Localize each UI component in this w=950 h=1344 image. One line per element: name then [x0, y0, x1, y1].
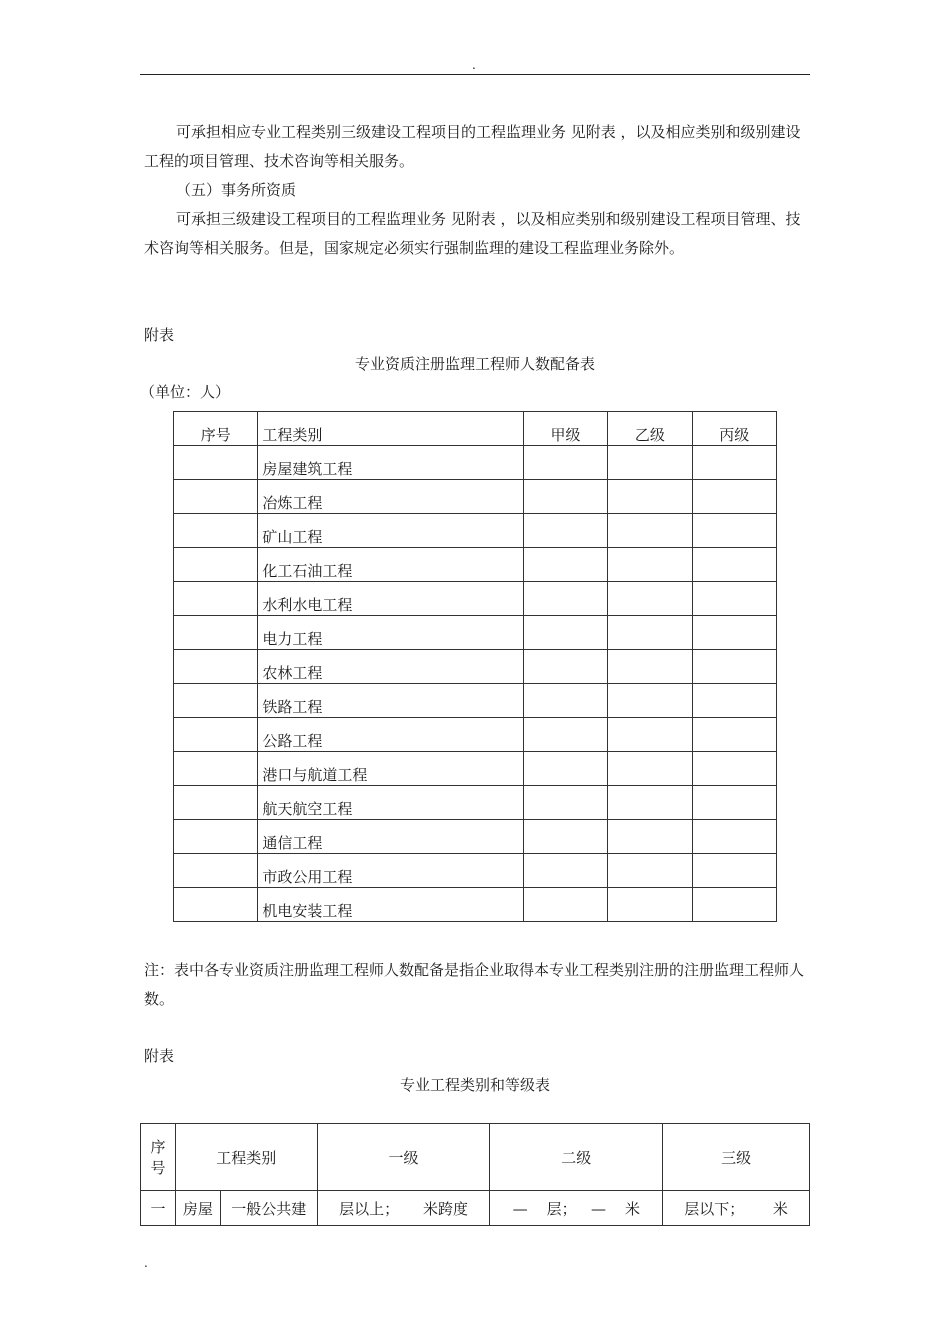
table2-title: 专业工程类别和等级表	[399, 1076, 550, 1094]
row-grade-a-cell	[523, 684, 607, 718]
row-grade-b-cell	[608, 820, 692, 854]
row-grade-c-cell	[692, 480, 776, 514]
row-grade-c-cell	[692, 514, 776, 548]
table2-header-row	[141, 1124, 810, 1191]
row-category-cell: 农林工程	[258, 650, 523, 684]
intro-paragraph-2: 可承担三级建设工程项目的工程监理业务 见附表 ，以及相应类别和级别建设工程项目管理、技术咨询等相关服务。但是，国家规定必须实行强制监理的建设工程监理业务除外。	[144, 210, 801, 257]
row-grade-c-cell	[692, 786, 776, 820]
table-row	[174, 582, 777, 616]
row-grade-c-cell	[692, 684, 776, 718]
header-rule	[140, 74, 810, 75]
row-grade-b-cell	[608, 616, 692, 650]
row-grade-b-cell	[608, 480, 692, 514]
row-seq-cell	[174, 480, 258, 514]
row-seq-cell	[174, 514, 258, 548]
row-grade-b-cell	[608, 718, 692, 752]
row-seq-cell	[174, 718, 258, 752]
row-grade-a-cell	[523, 854, 607, 888]
section-heading-5: （五）事务所资质	[176, 181, 297, 199]
row-grade-c-cell	[692, 888, 776, 922]
row-grade-a-cell	[523, 650, 607, 684]
t2-header-level1: 一级	[317, 1124, 490, 1191]
row-seq-cell	[174, 650, 258, 684]
row-category-cell: 港口与航道工程	[258, 752, 523, 786]
footer-dot: .	[144, 1256, 148, 1270]
row-grade-a-cell	[523, 446, 607, 480]
row-seq-cell	[174, 786, 258, 820]
row-grade-b-cell	[608, 684, 692, 718]
header-dot: .	[472, 58, 476, 72]
row-grade-c-cell	[692, 548, 776, 582]
row-grade-b-cell	[608, 446, 692, 480]
row-seq-cell	[174, 582, 258, 616]
row-grade-b-cell	[608, 514, 692, 548]
table-row	[174, 888, 777, 922]
row-category-cell: 化工石油工程	[258, 548, 523, 582]
table-header-row	[174, 412, 777, 446]
t2-row-seq: 一	[141, 1191, 176, 1226]
row-category-cell: 公路工程	[258, 718, 523, 752]
row-seq-cell	[174, 820, 258, 854]
t2-header-category: 工程类别	[175, 1124, 317, 1191]
category-grade-table	[140, 1123, 810, 1226]
t2-row-level1: 层以上； 米跨度	[317, 1191, 490, 1226]
table-row	[174, 786, 777, 820]
row-grade-a-cell	[523, 786, 607, 820]
row-category-cell: 水利水电工程	[258, 582, 523, 616]
table-row	[174, 480, 777, 514]
row-grade-a-cell	[523, 888, 607, 922]
header-category: 工程类别	[258, 412, 523, 446]
row-category-cell: 市政公用工程	[258, 854, 523, 888]
row-grade-a-cell	[523, 582, 607, 616]
row-grade-a-cell	[523, 514, 607, 548]
row-grade-b-cell	[608, 888, 692, 922]
header-grade-c: 丙级	[692, 412, 776, 446]
t2-header-level3: 三级	[663, 1124, 810, 1191]
row-grade-c-cell	[692, 820, 776, 854]
row-category-cell: 房屋建筑工程	[258, 446, 523, 480]
table-row	[174, 718, 777, 752]
table-row	[174, 446, 777, 480]
row-category-cell: 机电安装工程	[258, 888, 523, 922]
t2-row-cat1: 房屋	[175, 1191, 220, 1226]
row-grade-c-cell	[692, 446, 776, 480]
note-text: 注：表中各专业资质注册监理工程师人数配备是指企业取得本专业工程类别注册的注册监理工程师人数。	[144, 961, 805, 1008]
table-row	[174, 548, 777, 582]
row-grade-a-cell	[523, 616, 607, 650]
t2-row-level3: 层以下； 米	[663, 1191, 810, 1226]
row-seq-cell	[174, 446, 258, 480]
row-category-cell: 电力工程	[258, 616, 523, 650]
staffing-table	[173, 411, 777, 922]
table-row	[174, 820, 777, 854]
t2-header-level2: 二级	[490, 1124, 663, 1191]
row-grade-b-cell	[608, 786, 692, 820]
row-grade-c-cell	[692, 854, 776, 888]
row-grade-a-cell	[523, 548, 607, 582]
t2-header-seq: 序号	[141, 1124, 176, 1191]
row-category-cell: 通信工程	[258, 820, 523, 854]
table-row	[174, 650, 777, 684]
row-seq-cell	[174, 616, 258, 650]
row-grade-c-cell	[692, 616, 776, 650]
table-row	[174, 514, 777, 548]
header-grade-a: 甲级	[523, 412, 607, 446]
row-category-cell: 矿山工程	[258, 514, 523, 548]
row-grade-b-cell	[608, 548, 692, 582]
row-grade-b-cell	[608, 752, 692, 786]
header-seq: 序号	[174, 412, 258, 446]
table-row	[141, 1191, 810, 1226]
table-row	[174, 684, 777, 718]
row-grade-b-cell	[608, 854, 692, 888]
row-category-cell: 航天航空工程	[258, 786, 523, 820]
table1-note	[144, 956, 812, 1014]
t2-row-cat2: 一般公共建	[220, 1191, 317, 1226]
intro-section	[144, 118, 812, 263]
table-row	[174, 854, 777, 888]
row-grade-c-cell	[692, 718, 776, 752]
table-row	[174, 616, 777, 650]
row-seq-cell	[174, 752, 258, 786]
row-grade-a-cell	[523, 752, 607, 786]
row-grade-c-cell	[692, 582, 776, 616]
t2-row-level2: — 层； — 米	[490, 1191, 663, 1226]
appendix-label-2: 附表	[144, 1047, 175, 1065]
row-seq-cell	[174, 548, 258, 582]
row-category-cell: 铁路工程	[258, 684, 523, 718]
row-seq-cell	[174, 854, 258, 888]
table-row	[174, 752, 777, 786]
row-category-cell: 冶炼工程	[258, 480, 523, 514]
row-grade-c-cell	[692, 752, 776, 786]
row-seq-cell	[174, 888, 258, 922]
intro-paragraph-1: 可承担相应专业工程类别三级建设工程项目的工程监理业务 见附表 ，以及相应类别和级别建设工程的项目管理、技术咨询等相关服务。	[144, 123, 801, 170]
header-grade-b: 乙级	[608, 412, 692, 446]
table1-title: 专业资质注册监理工程师人数配备表	[354, 355, 595, 373]
row-grade-a-cell	[523, 480, 607, 514]
row-grade-c-cell	[692, 650, 776, 684]
row-grade-b-cell	[608, 582, 692, 616]
unit-label: （单位：人）	[140, 383, 231, 401]
row-grade-b-cell	[608, 650, 692, 684]
row-grade-a-cell	[523, 820, 607, 854]
row-grade-a-cell	[523, 718, 607, 752]
row-seq-cell	[174, 684, 258, 718]
appendix-label-1: 附表	[144, 326, 175, 344]
